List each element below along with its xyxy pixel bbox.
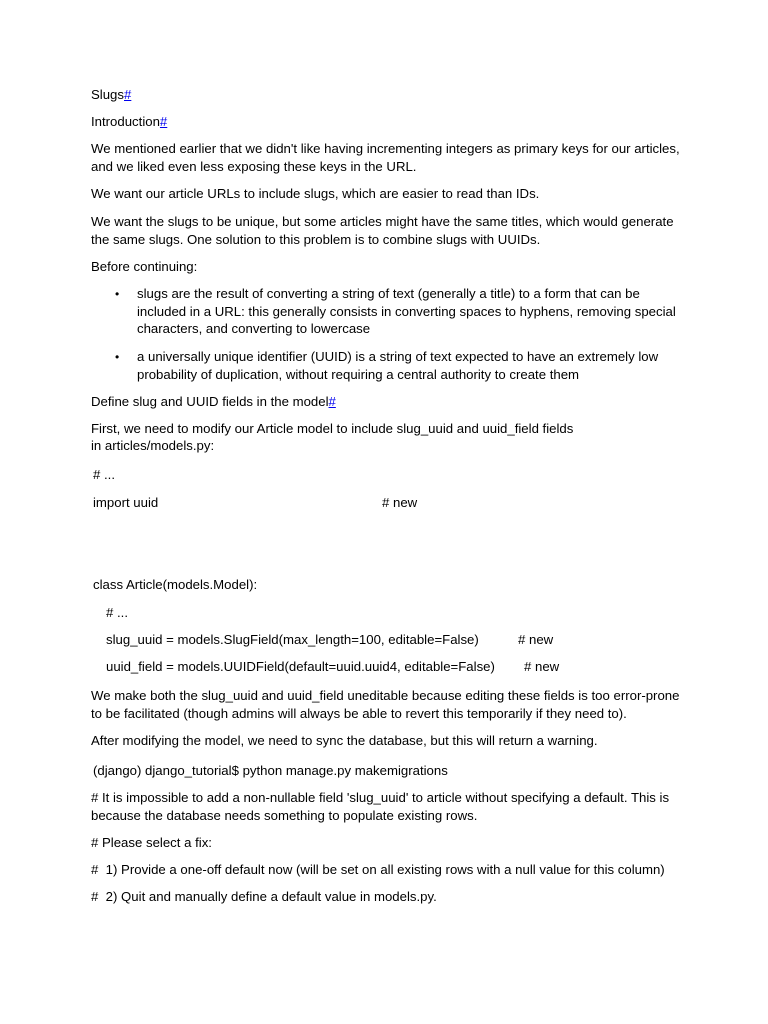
bullet-item-uuid: a universally unique identifier (UUID) is a string of text expected to have an extremely low probability of duplication, without requiring a central authority to create them [137, 349, 659, 382]
heading-define-anchor-link[interactable]: # [328, 394, 336, 409]
terminal-option-2: # 2) Quit and manually define a default value in models.py. [91, 889, 437, 904]
heading-introduction-text: Introduction [91, 114, 160, 129]
intro-paragraph-3: We want the slugs to be unique, but some articles might have the same titles, which would generate the same slugs. One solution to this problem is to combine slugs with UUIDs. [91, 214, 674, 247]
heading-introduction [91, 113, 167, 130]
code-import-line: import uuid [93, 495, 159, 510]
heading-introduction-anchor-link[interactable]: # [159, 114, 168, 129]
code-class-line: class Article(models.Model): [93, 577, 258, 592]
code-uuid-field-comment: # new [524, 659, 560, 674]
code-slug-field-line: slug_uuid = models.SlugField(max_length=100, editable=False) [106, 632, 479, 647]
heading-define-text: Define slug and UUID fields in the model [91, 394, 329, 409]
heading-slugs-anchor-link[interactable]: # [124, 87, 132, 102]
terminal-option-1: # 1) Provide a one-off default now (will be set on all existing rows with a null value for this column) [91, 862, 665, 877]
bullet-marker: • [115, 287, 120, 301]
terminal-command-line: (django) django_tutorial$ python manage.py makemigrations [93, 763, 448, 778]
define-intro-line-1: First, we need to modify our Article model to include slug_uuid and uuid_field fields [91, 421, 574, 436]
sync-warning-paragraph: After modifying the model, we need to sync the database, but this will return a warning. [91, 733, 598, 748]
code-class-ellipsis: # ... [106, 605, 128, 620]
intro-paragraph-4: Before continuing: [91, 259, 198, 274]
intro-paragraph-1: We mentioned earlier that we didn't like having incrementing integers as primary keys for our articles, and we liked even less exposing these keys in the URL. [91, 141, 680, 174]
heading-slugs [91, 86, 131, 103]
uneditable-explanation-paragraph: We make both the slug_uuid and uuid_field uneditable because editing these fields is too error-prone to be facilitated (though admins will always be able to revert this temporarily if they need to). [91, 688, 680, 721]
terminal-select-prompt: # Please select a fix: [91, 835, 212, 850]
heading-slugs-text: Slugs [91, 87, 124, 102]
define-intro-line-2: in articles/models.py: [91, 438, 215, 453]
intro-paragraph-2: We want our article URLs to include slugs, which are easier to read than IDs. [91, 186, 540, 201]
bullet-item-slugs: slugs are the result of converting a string of text (generally a title) to a form that can be included in a URL: this generally consists in converting spaces to hyphens, removing special characters, and converting to lowercase [137, 286, 676, 336]
code-comment-ellipsis: # ... [93, 467, 115, 482]
terminal-warning-text: # It is impossible to add a non-nullable field 'slug_uuid' to article without specifying a default. This is because the database needs something to populate existing rows. [91, 790, 670, 823]
code-uuid-field-line: uuid_field = models.UUIDField(default=uuid.uuid4, editable=False) [106, 659, 495, 674]
code-slug-field-comment: # new [518, 632, 554, 647]
heading-define [91, 393, 336, 410]
code-import-comment: # new [382, 495, 418, 510]
bullet-marker: • [115, 350, 120, 364]
